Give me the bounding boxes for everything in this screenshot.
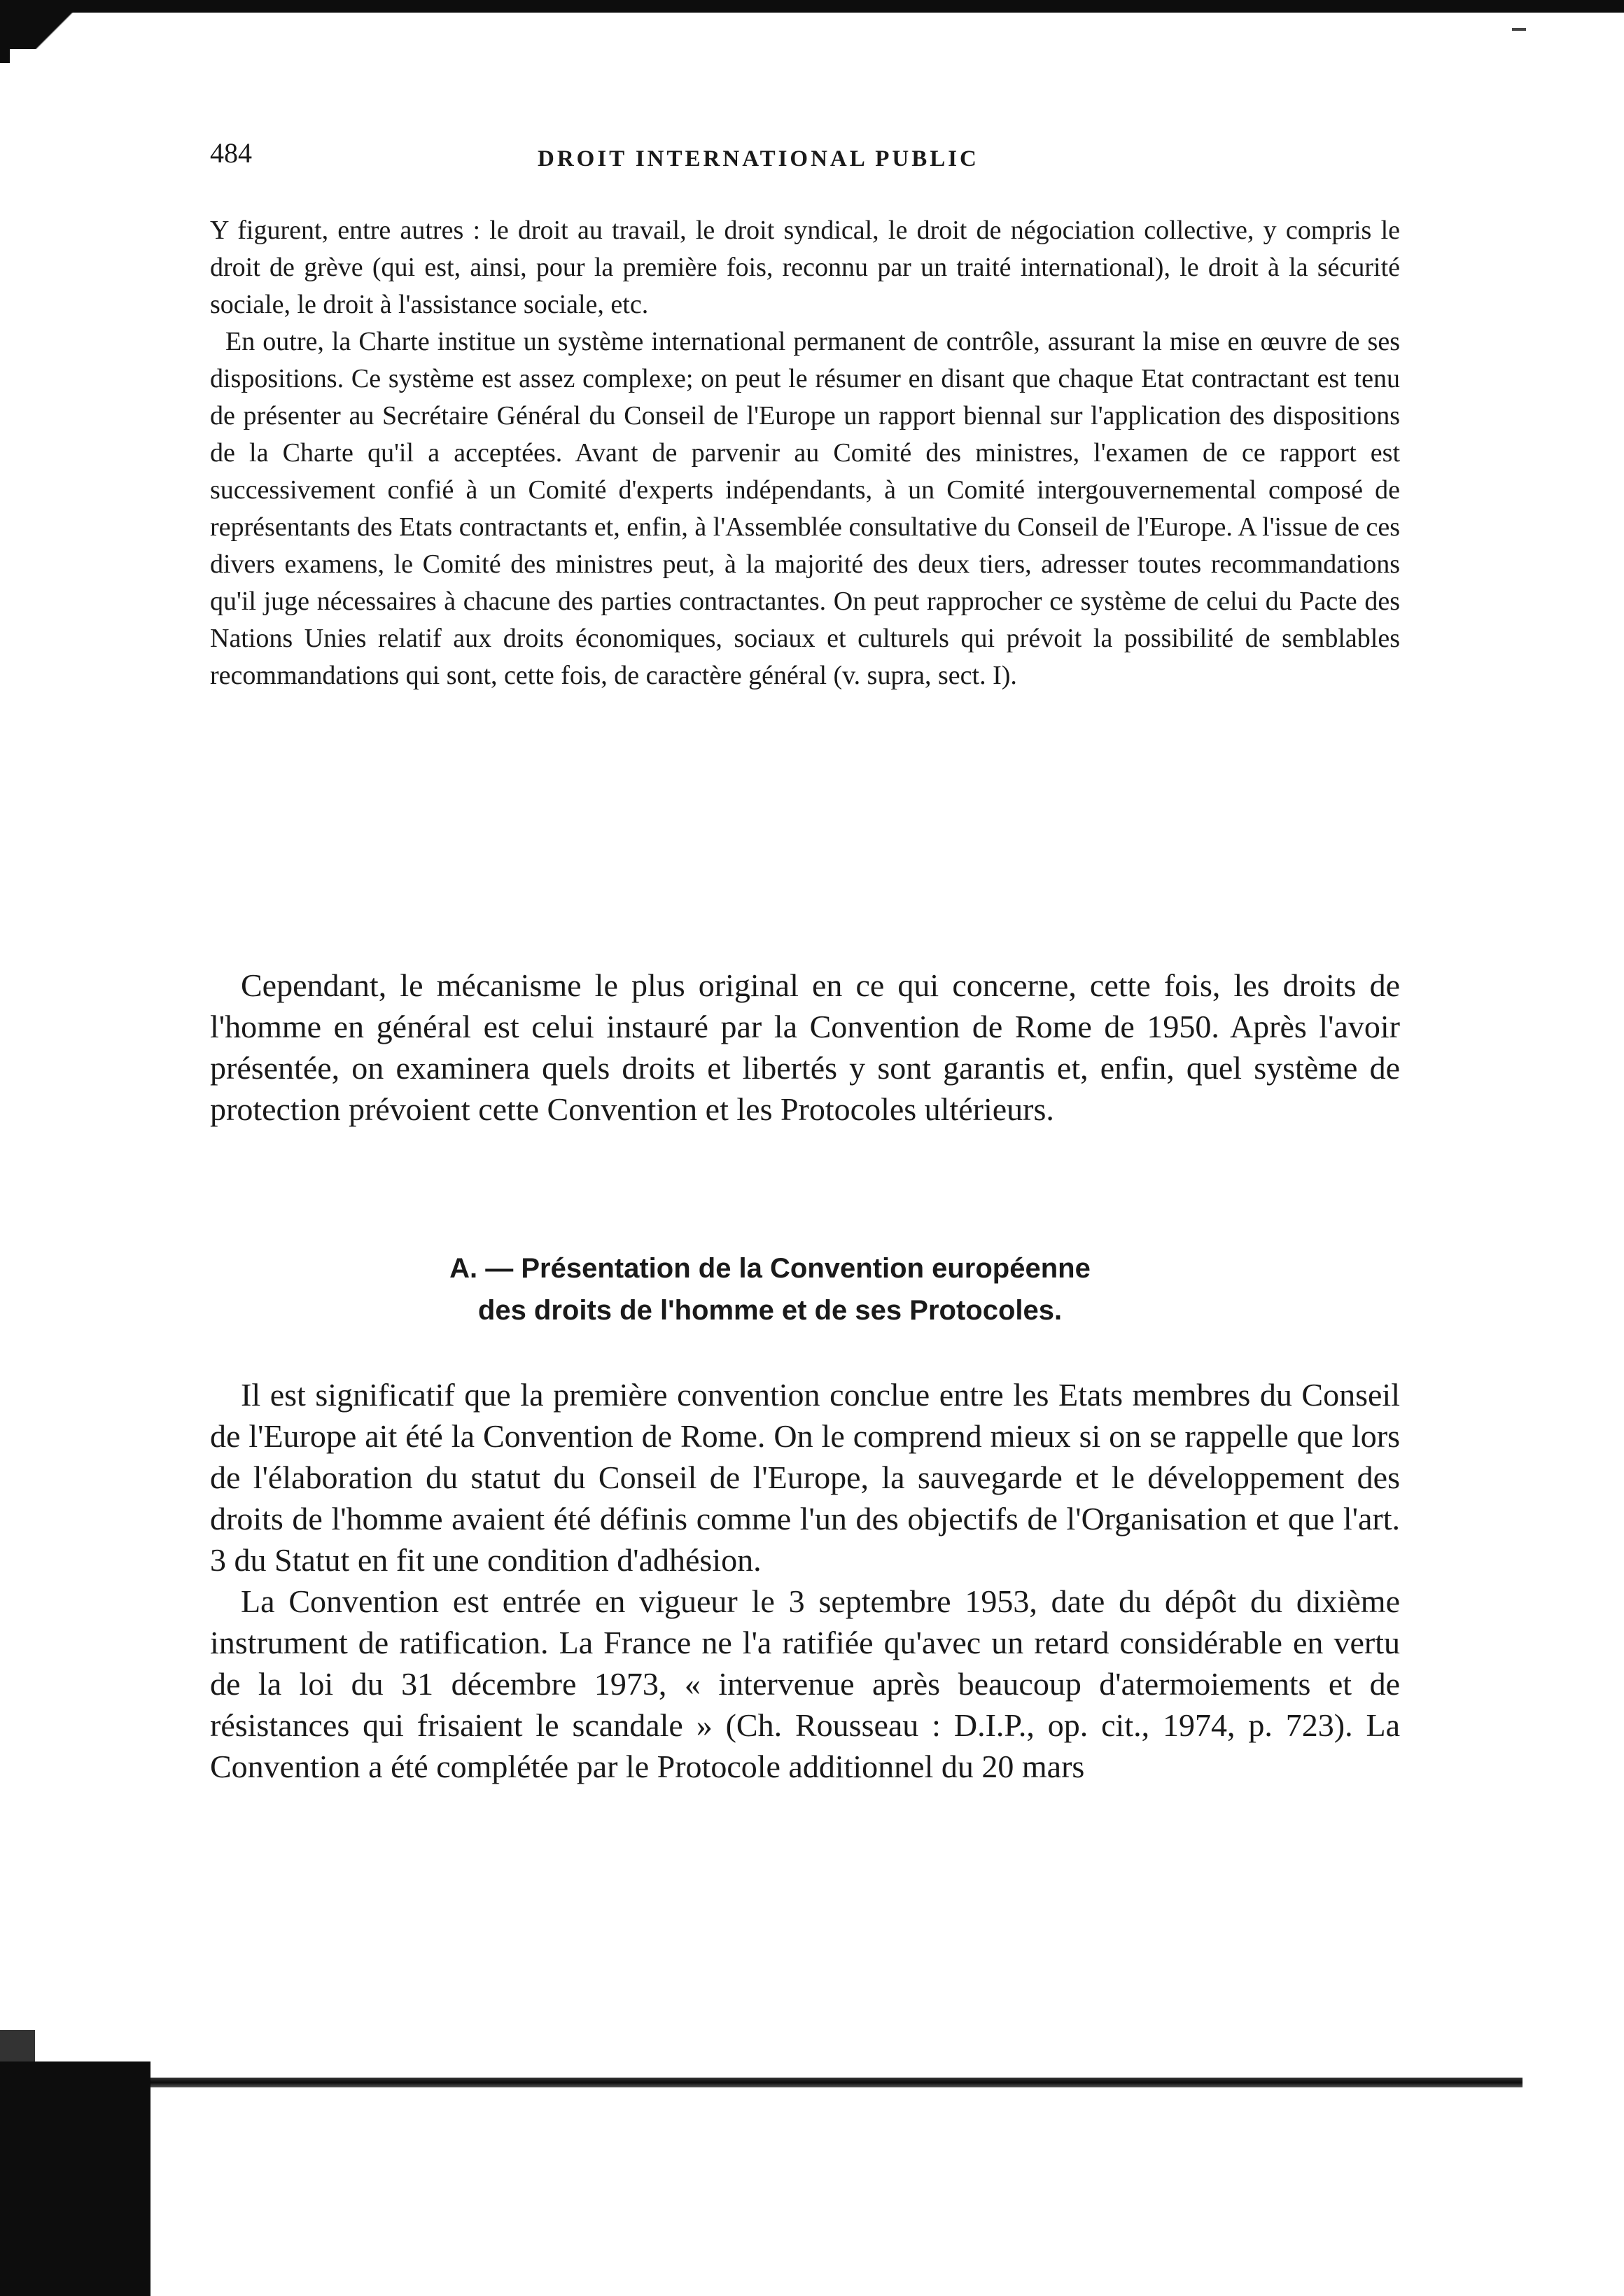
paragraph: La Convention est entrée en vigueur le 3 septembre 1953, date du dépôt du dixième instrument de ratification. La France ne l'a ratifiée qu'avec un retard considérable en vertu de la loi du 31 décembre 1973, « intervenue après beaucoup d'atermoiements et de résistances qui frisaient le scandale » (Ch. Rousseau : D.I.P., op. cit., 1974, p. 723). La Convention a été complétée par le Protocole additionnel du 20 mars — [210, 1583, 1400, 1784]
paragraph: Cependant, le mécanisme le plus original en ce qui concerne, cette fois, les droits de l'homme en général est celui instauré par la Convention de Rome de 1950. Après l'avoir présentée, on examinera quels droits et libertés y sont garantis et, enfin, quel système de protection prévoient cette Convention et les Protocoles ultérieurs. — [210, 967, 1400, 1127]
paragraph: Il est significatif que la première convention conclue entre les Etats membres du Conseil de l'Europe ait été la Convention de Rome. On le comprend mieux si on se rappelle que lors de l'élaboration du statut du Conseil de l'Europe, la sauvegarde et le développement des droits de l'homme avaient été définis comme l'un des objectifs de l'Organisation et que l'art. 3 du Statut en fit une condition d'adhésion. — [210, 1377, 1400, 1578]
page-number: 484 — [210, 137, 252, 169]
scan-bottom-shadow — [0, 2062, 150, 2296]
scan-top-border — [0, 0, 1624, 13]
section-heading — [210, 1247, 1330, 1331]
scan-left-border — [0, 0, 10, 63]
page-header — [210, 136, 1400, 178]
intro-block — [210, 965, 1400, 1130]
scan-mark — [1512, 28, 1526, 31]
scan-corner-shadow — [0, 0, 161, 49]
scan-bottom-rule — [150, 2078, 1522, 2087]
section-heading-line: A. — Présentation de la Convention européenne — [449, 1253, 1091, 1284]
section-heading-line: des droits de l'homme et de ses Protocoles. — [477, 1295, 1063, 1326]
paragraph: En outre, la Charte institue un système international permanent de contrôle, assurant la mise en œuvre de ses dispositions. Ce système est assez complexe; on peut le résumer en disant que chaque Etat contractant est tenu de présenter au Secrétaire Général du Conseil de l'Europe un rapport biennal sur l'application des dispositions de la Charte qu'il a acceptées. Avant de parvenir au Comité des ministres, l'examen de ce rapport est successivement confié à un Comité d'experts indépendants, à un Comité intergouvernemental composé de représentants des Etats contractants et, enfin, à l'Assemblée consultative du Conseil de l'Europe. A l'issue de ces divers examens, le Comité des ministres peut, à la majorité des deux tiers, adresser toutes recommandations qu'il juge nécessaires à chacune des parties contractantes. On peut rapprocher ce système de celui du Pacte des Nations Unies relatif aux droits économiques, sociaux et culturels qui prévoit la possibilité de semblables recommandations qui sont, cette fois, de caractère général (v. supra, sect. I). — [210, 327, 1400, 690]
section-body — [210, 1374, 1400, 1787]
small-print-block — [210, 212, 1400, 694]
paragraph: Y figurent, entre autres : le droit au travail, le droit syndical, le droit de négociation collective, y compris le droit de grève (qui est, ainsi, pour la première fois, reconnu par un traité international), le droit à la sécurité sociale, le droit à l'assistance sociale, etc. — [210, 216, 1400, 319]
running-title: DROIT INTERNATIONAL PUBLIC — [538, 146, 979, 172]
